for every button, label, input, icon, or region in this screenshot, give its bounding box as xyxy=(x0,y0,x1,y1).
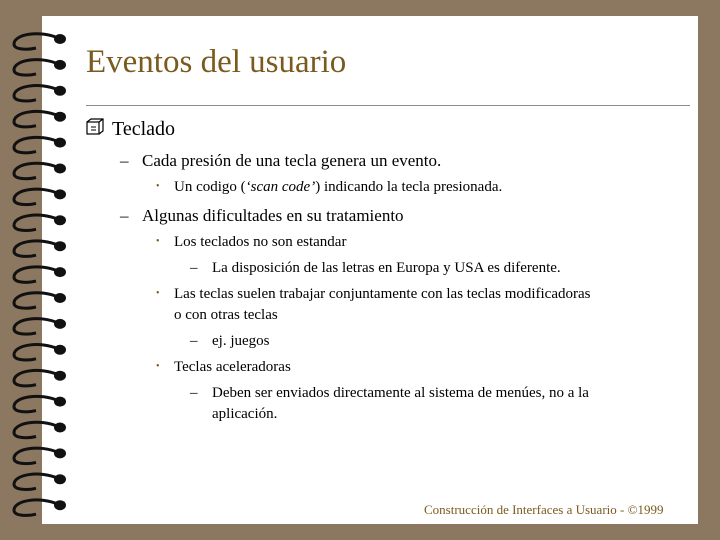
bullet-teclado xyxy=(86,118,175,141)
sub-sub-item-continued: o con otras teclas xyxy=(174,307,278,323)
title-divider xyxy=(86,105,690,106)
sub-sub-sub-item-continued: aplicación. xyxy=(212,406,278,422)
binding-ring xyxy=(14,370,66,385)
sub-item: – Cada presión de una tecla genera un evento. xyxy=(120,151,442,170)
binding-ring xyxy=(14,267,66,282)
binding-ring xyxy=(14,319,66,334)
binding-ring xyxy=(14,215,66,230)
binding-ring xyxy=(14,241,66,256)
binding-ring xyxy=(14,396,66,411)
binding-ring xyxy=(14,448,66,463)
binding-ring xyxy=(14,111,66,126)
sub-sub-sub-item: – Deben ser enviados directamente al sistema de menúes, no a la xyxy=(190,385,589,401)
binding-ring xyxy=(14,60,66,75)
binding-ring xyxy=(14,163,66,178)
sub-sub-sub-item: – ej. juegos xyxy=(190,333,270,349)
binding-ring xyxy=(14,293,66,308)
keyboard-key-icon xyxy=(86,118,102,134)
bullet-label: Teclado xyxy=(112,118,176,140)
sub-sub-item: • Los teclados no son estandar xyxy=(156,234,347,250)
binding-ring xyxy=(14,500,66,515)
binding-ring xyxy=(14,86,66,101)
sub-sub-item: • Un codigo (‘scan code’) indicando la tecla presionada. xyxy=(156,179,503,195)
sub-sub-sub-item: – La disposición de las letras en Europa y USA es diferente. xyxy=(190,260,561,276)
sub-sub-item: • Las teclas suelen trabajar conjuntamente con las teclas modificadoras xyxy=(156,286,591,302)
sub-sub-item: • Teclas aceleradoras xyxy=(156,359,291,375)
slide-footer: Construcción de Interfaces a Usuario - ©1999 xyxy=(424,502,664,517)
spiral-binding-icon xyxy=(0,0,80,540)
binding-ring xyxy=(14,422,66,437)
binding-ring xyxy=(14,474,66,489)
sub-item: – Algunas dificultades en su tratamiento xyxy=(120,206,404,225)
binding-ring xyxy=(14,137,66,152)
slide-title: Eventos del usuario xyxy=(86,44,347,80)
binding-ring xyxy=(14,189,66,204)
binding-ring xyxy=(14,34,66,49)
binding-ring xyxy=(14,345,66,360)
